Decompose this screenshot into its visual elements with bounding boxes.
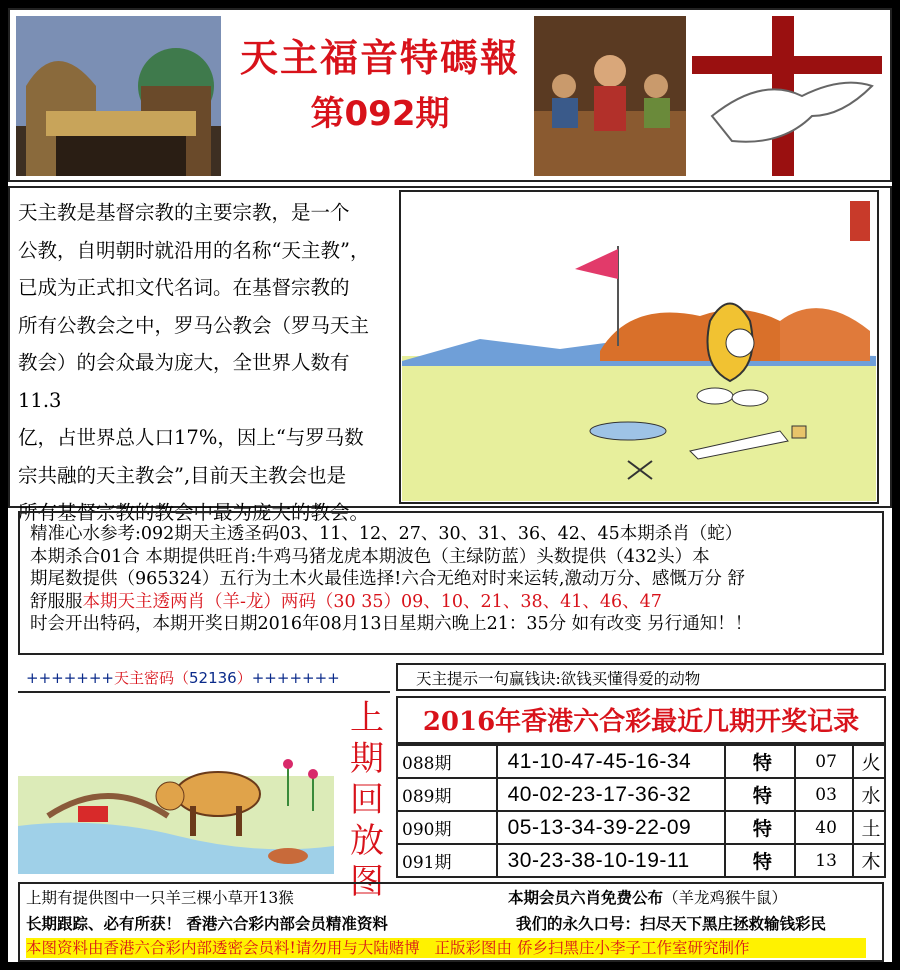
replay-char: 放 <box>350 821 384 861</box>
prediction-text: 舒服服 <box>30 591 83 612</box>
cross-dove-icon <box>692 16 882 176</box>
goat-illustration <box>18 706 334 874</box>
element: 土 <box>853 811 885 844</box>
numbers: 41-10-47-45-16-34 <box>497 745 726 778</box>
replay-char: 图 <box>350 862 384 902</box>
special-label: 特 <box>725 778 795 811</box>
numbers: 05-13-34-39-22-09 <box>497 811 726 844</box>
prediction-line: 期尾数提供（965324）五行为土木火最佳选择!六合无绝对时来运转,激动万分、感慨万分 舒 <box>30 569 745 589</box>
prediction-line: 本期杀合01合 本期提供旺肖:牛鸡马猪龙虎本期波色（主绿防蓝）头数提供（432头）本 <box>30 546 710 567</box>
footer-member-picks <box>508 888 787 908</box>
intro-line: 所有基督宗教的教会中最为庞大的教会。 <box>18 501 370 524</box>
special-number: 40 <box>795 811 853 844</box>
title-line-1: 天主福音特碼報 <box>239 36 520 80</box>
header-panel <box>8 8 892 182</box>
member-picks-value: （羊龙鸡猴牛鼠） <box>663 889 788 907</box>
intro-text <box>18 194 392 532</box>
cathedral-image <box>16 16 221 176</box>
intro-line: 所有公教会之中，罗马公教会（罗马天主 <box>18 313 370 337</box>
prediction-line: 精准心水参考:092期天主透圣码03、11、12、27、30、31、36、42、45本期杀肖（蛇） <box>30 524 743 544</box>
disclaimer-text: 本图资料由香港六合彩内部透密会员料!请勿用与大陆赌博 <box>26 939 420 957</box>
prediction-line: 时会开出特码，本期开奖日期2016年08月13日星期六晚上21：35分 如有改变 另行通知！！ <box>30 614 753 634</box>
last-supper-image <box>534 16 686 176</box>
element: 木 <box>853 844 885 877</box>
last-issue-replay-label <box>342 698 392 903</box>
table-row <box>397 811 885 844</box>
footer-slogan: 长期跟踪、必有所获！ 香港六合彩内部会员精准资料 <box>26 914 388 933</box>
records-title: 2016年香港六合彩最近几期开奖记录 <box>396 696 886 744</box>
special-number: 03 <box>795 778 853 811</box>
replay-char: 期 <box>350 739 384 779</box>
cartoon-illustration <box>400 191 878 503</box>
intro-panel <box>8 186 892 524</box>
special-label: 特 <box>725 844 795 877</box>
replay-char: 上 <box>350 698 384 738</box>
code-suffix: +++++++ <box>251 669 340 687</box>
intro-line: 宗共融的天主教会”,目前天主教会也是 <box>18 463 347 487</box>
secret-code <box>18 663 406 693</box>
element: 水 <box>853 778 885 811</box>
special-label: 特 <box>725 745 795 778</box>
intro-line: 亿，占世界总人口17%，因上“与罗马数 <box>18 426 364 449</box>
prediction-highlight: 本期天主透两肖（羊-龙）两码（30 35）09、10、21、38、41、46、47 <box>82 591 662 612</box>
prediction-panel <box>18 511 884 655</box>
intro-line: 天主教是基督宗教的主要宗教，是一个 <box>18 201 350 224</box>
numbers: 30-23-38-10-19-11 <box>497 844 726 877</box>
footer-motto: 我们的永久口号：扫尽天下黑庄拯救输钱彩民 <box>516 914 827 933</box>
header-title <box>225 22 535 182</box>
special-label: 特 <box>725 811 795 844</box>
issue-number: 第092期 <box>310 94 450 134</box>
numbers: 40-02-23-17-36-32 <box>497 778 726 811</box>
table-row <box>397 844 885 877</box>
table-row <box>397 778 885 811</box>
newspaper-page <box>8 8 892 962</box>
draw-records-table <box>396 744 886 878</box>
code-value: 52136 <box>189 669 237 687</box>
special-number: 07 <box>795 745 853 778</box>
footer-note: 上期有提供图中一只羊三棵小草开13猴 <box>26 889 294 907</box>
code-prefix: +++++++ <box>26 669 114 687</box>
period: 089期 <box>397 778 497 811</box>
table-row <box>397 745 885 778</box>
footer-panel <box>18 882 884 962</box>
code-label: 天主密码（ <box>113 669 189 687</box>
replay-char: 回 <box>350 780 384 820</box>
hint-box: 天主提示一句赢钱诀:欲钱买懂得爱的动物 <box>396 663 886 691</box>
intro-line: 教会）的会众最为庞大，全世界人数有11.3 <box>18 351 350 412</box>
period: 090期 <box>397 811 497 844</box>
period: 091期 <box>397 844 497 877</box>
producer-text: 正版彩图由 侨乡扫黑庄小李子工作室研究制作 <box>434 939 750 957</box>
special-number: 13 <box>795 844 853 877</box>
member-picks-label: 本期会员六肖免费公布 <box>508 888 664 907</box>
intro-line: 公教，自明朝时就沿用的名称“天主教”， <box>18 238 370 262</box>
intro-line: 已成为正式扣文代名词。在基督宗教的 <box>18 276 350 299</box>
code-box <box>18 663 390 693</box>
prediction-line <box>30 591 872 614</box>
code-close: ） <box>236 669 252 687</box>
footer-disclaimer <box>26 938 866 958</box>
element: 火 <box>853 745 885 778</box>
period: 088期 <box>397 745 497 778</box>
